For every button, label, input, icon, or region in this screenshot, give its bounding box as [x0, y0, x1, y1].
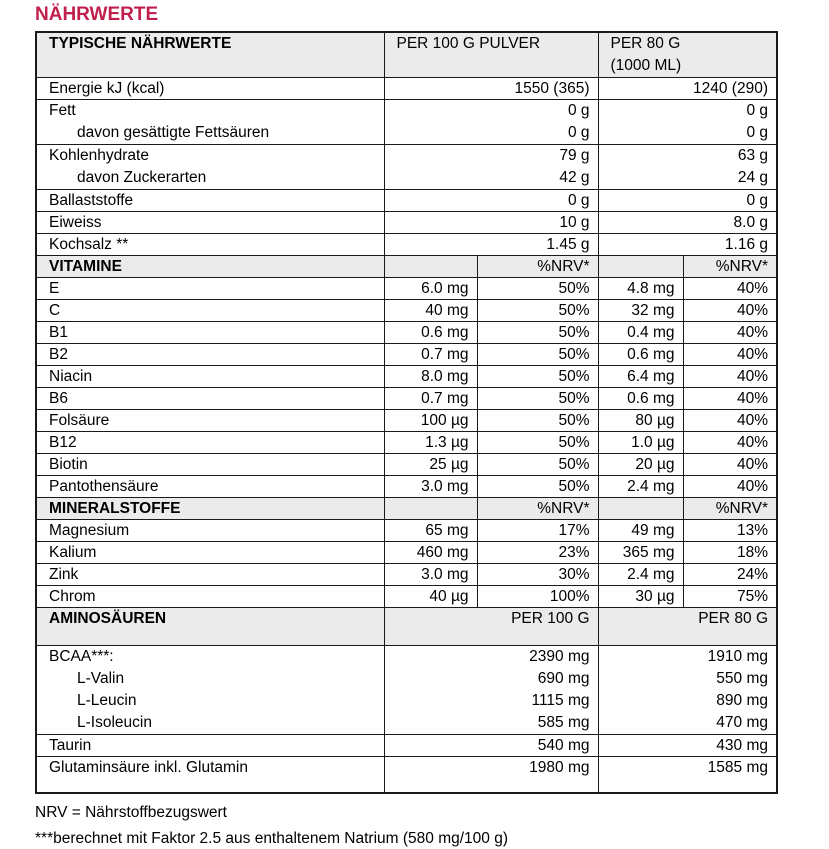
nrv-per-100g: 50% — [477, 300, 598, 322]
header-per-80g — [598, 32, 777, 78]
row-folsaeure — [36, 410, 777, 432]
footnote-nrv: NRV = Nährstoffbezugswert — [35, 803, 227, 821]
nrv-per-80g: 40% — [683, 344, 777, 366]
value-per-100g-group — [384, 100, 598, 145]
row-vitamin-b12 — [36, 432, 777, 454]
header-per-80g-line2: (1000 ML) — [610, 57, 682, 74]
nutrient-label: Niacin — [36, 366, 384, 388]
amount-per-80g: 32 mg — [598, 300, 683, 322]
nutrient-sublabel: L-Leucin — [77, 692, 137, 709]
nutrient-label: Kalium — [36, 542, 384, 564]
nrv-per-100g: 50% — [477, 278, 598, 300]
nrv-header-80g: %NRV* — [683, 498, 777, 520]
nrv-per-80g: 40% — [683, 454, 777, 476]
row-glutaminsaeure — [36, 757, 777, 793]
value-per-100g: 10 g — [384, 212, 598, 234]
nutrient-sublabel: L-Isoleucin — [77, 714, 152, 731]
amount-per-100g: 3.0 mg — [384, 564, 477, 586]
nutrient-label: Folsäure — [36, 410, 384, 432]
row-magnesium — [36, 520, 777, 542]
row-fett — [36, 100, 777, 145]
value-per-100g: 540 mg — [384, 735, 598, 757]
nrv-per-80g: 75% — [683, 586, 777, 608]
nrv-per-80g: 13% — [683, 520, 777, 542]
row-kalium — [36, 542, 777, 564]
section-header-vitamine — [36, 256, 777, 278]
nrv-per-100g: 17% — [477, 520, 598, 542]
nutrient-label: Magnesium — [36, 520, 384, 542]
section-header-aminosaeuren — [36, 608, 777, 646]
amount-per-80g: 0.4 mg — [598, 322, 683, 344]
empty-cell — [384, 256, 477, 278]
value-per-100g-group — [384, 646, 598, 735]
row-kochsalz — [36, 234, 777, 256]
nutrient-label-group — [36, 145, 384, 190]
row-vitamin-b1 — [36, 322, 777, 344]
nrv-per-80g: 40% — [683, 410, 777, 432]
section-title: AMINOSÄUREN — [36, 608, 384, 646]
header-per-80g-line1: PER 80 G — [610, 35, 681, 52]
nrv-per-100g: 50% — [477, 388, 598, 410]
amount-per-80g: 2.4 mg — [598, 564, 683, 586]
nutrition-table — [35, 31, 778, 794]
nutrient-label: Zink — [36, 564, 384, 586]
nrv-per-80g: 40% — [683, 476, 777, 498]
nrv-header-100g: %NRV* — [477, 498, 598, 520]
amount-per-100g: 0.6 mg — [384, 322, 477, 344]
row-kohlenhydrate — [36, 145, 777, 190]
nutrient-label: C — [36, 300, 384, 322]
table-header-row — [36, 32, 777, 78]
nrv-per-100g: 50% — [477, 366, 598, 388]
value-per-80g: 1.16 g — [598, 234, 777, 256]
header-per-100g: PER 100 G PULVER — [384, 32, 598, 78]
value-per-80g: 63 g — [737, 147, 768, 164]
value-per-100g: 1.45 g — [384, 234, 598, 256]
value-per-80g: 430 mg — [598, 735, 777, 757]
nutrient-label: Eiweiss — [36, 212, 384, 234]
amount-per-100g: 8.0 mg — [384, 366, 477, 388]
row-vitamin-c — [36, 300, 777, 322]
nrv-per-100g: 50% — [477, 476, 598, 498]
nutrient-label: Kohlenhydrate — [49, 147, 149, 164]
header-typische-naehrwerte: TYPISCHE NÄHRWERTE — [36, 32, 384, 78]
nutrient-label: Biotin — [36, 454, 384, 476]
amount-per-80g: 4.8 mg — [598, 278, 683, 300]
amount-per-80g: 0.6 mg — [598, 344, 683, 366]
value-per-80g-group — [598, 145, 777, 190]
nutrient-label: Taurin — [36, 735, 384, 757]
amount-per-100g: 0.7 mg — [384, 388, 477, 410]
footnotes — [35, 803, 776, 849]
amount-per-80g: 0.6 mg — [598, 388, 683, 410]
nrv-per-80g: 24% — [683, 564, 777, 586]
value-per-100g: 690 mg — [537, 670, 590, 687]
nutrient-label-group — [36, 646, 384, 735]
nutrient-label: Ballaststoffe — [36, 190, 384, 212]
nrv-per-80g: 40% — [683, 300, 777, 322]
row-vitamin-b2 — [36, 344, 777, 366]
row-taurin — [36, 735, 777, 757]
amount-per-80g: 2.4 mg — [598, 476, 683, 498]
nrv-per-80g: 18% — [683, 542, 777, 564]
amount-per-100g: 40 µg — [384, 586, 477, 608]
amount-per-100g: 6.0 mg — [384, 278, 477, 300]
row-chrom — [36, 586, 777, 608]
nrv-per-100g: 50% — [477, 454, 598, 476]
nutrient-label: Fett — [49, 102, 76, 119]
nutrient-label: Glutaminsäure inkl. Glutamin — [36, 757, 384, 793]
value-per-100g: 42 g — [559, 169, 590, 186]
row-biotin — [36, 454, 777, 476]
value-per-80g: 0 g — [746, 102, 768, 119]
value-per-80g: 0 g — [746, 124, 768, 141]
value-per-80g: 0 g — [598, 190, 777, 212]
row-vitamin-b6 — [36, 388, 777, 410]
nrv-per-100g: 100% — [477, 586, 598, 608]
value-per-100g: 0 g — [384, 190, 598, 212]
nutrient-label: Pantothensäure — [36, 476, 384, 498]
empty-cell — [384, 498, 477, 520]
section-header-mineralstoffe — [36, 498, 777, 520]
nutrient-sublabel: L-Valin — [77, 670, 125, 687]
amount-per-100g: 3.0 mg — [384, 476, 477, 498]
value-per-80g: 1585 mg — [598, 757, 777, 793]
amount-per-100g: 65 mg — [384, 520, 477, 542]
section-title: VITAMINE — [36, 256, 384, 278]
value-per-100g-group — [384, 145, 598, 190]
value-per-100g: 79 g — [559, 147, 590, 164]
nutrient-label: Chrom — [36, 586, 384, 608]
row-zink — [36, 564, 777, 586]
row-niacin — [36, 366, 777, 388]
row-vitamin-e — [36, 278, 777, 300]
amount-per-80g: 1.0 µg — [598, 432, 683, 454]
nutrient-sublabel: davon Zuckerarten — [77, 169, 207, 186]
amount-per-80g: 30 µg — [598, 586, 683, 608]
footnote-natrium: ***berechnet mit Faktor 2.5 aus enthaltenem Natrium (580 mg/100 g) — [35, 829, 508, 847]
amount-per-80g: 80 µg — [598, 410, 683, 432]
row-energie — [36, 78, 777, 100]
value-per-80g: 550 mg — [716, 670, 768, 687]
nutrient-label: Kochsalz ** — [36, 234, 384, 256]
value-per-100g: 1980 mg — [384, 757, 598, 793]
value-per-100g: 2390 mg — [529, 648, 590, 665]
value-per-100g: 1550 (365) — [384, 78, 598, 100]
value-per-100g: 0 g — [567, 102, 590, 119]
value-per-100g: 585 mg — [537, 714, 590, 731]
value-per-80g: 470 mg — [716, 714, 768, 731]
amount-per-80g: 6.4 mg — [598, 366, 683, 388]
row-pantothensaeure — [36, 476, 777, 498]
nutrient-sublabel: davon gesättigte Fettsäuren — [77, 124, 270, 141]
nrv-per-100g: 23% — [477, 542, 598, 564]
nutrient-label-group — [36, 100, 384, 145]
row-eiweiss — [36, 212, 777, 234]
amount-per-80g: 49 mg — [598, 520, 683, 542]
nrv-per-100g: 50% — [477, 410, 598, 432]
nrv-header-100g: %NRV* — [477, 256, 598, 278]
amount-per-100g: 40 mg — [384, 300, 477, 322]
nrv-per-100g: 30% — [477, 564, 598, 586]
nrv-per-80g: 40% — [683, 322, 777, 344]
nrv-per-80g: 40% — [683, 388, 777, 410]
nrv-per-80g: 40% — [683, 432, 777, 454]
nutrient-label: BCAA***: — [49, 648, 114, 665]
nutrient-label: B6 — [36, 388, 384, 410]
value-per-100g: 0 g — [567, 124, 590, 141]
value-per-80g: 890 mg — [716, 692, 768, 709]
header-per-100g: PER 100 G — [384, 608, 598, 646]
empty-cell — [598, 498, 683, 520]
value-per-80g: 1910 mg — [707, 648, 768, 665]
nutrient-label: Energie kJ (kcal) — [36, 78, 384, 100]
row-bcaa — [36, 646, 777, 735]
value-per-80g-group — [598, 646, 777, 735]
amount-per-100g: 25 µg — [384, 454, 477, 476]
page-title: NÄHRWERTE — [35, 4, 159, 25]
value-per-80g-group — [598, 100, 777, 145]
amount-per-100g: 100 µg — [384, 410, 477, 432]
value-per-80g: 24 g — [737, 169, 768, 186]
section-title: MINERALSTOFFE — [36, 498, 384, 520]
nutrient-label: E — [36, 278, 384, 300]
nrv-per-80g: 40% — [683, 278, 777, 300]
header-per-80g: PER 80 G — [598, 608, 777, 646]
row-ballaststoffe — [36, 190, 777, 212]
amount-per-80g: 365 mg — [598, 542, 683, 564]
amount-per-100g: 460 mg — [384, 542, 477, 564]
nrv-per-100g: 50% — [477, 322, 598, 344]
nrv-per-80g: 40% — [683, 366, 777, 388]
nrv-per-100g: 50% — [477, 344, 598, 366]
nrv-per-100g: 50% — [477, 432, 598, 454]
empty-cell — [598, 256, 683, 278]
value-per-80g: 1240 (290) — [598, 78, 777, 100]
nutrient-label: B2 — [36, 344, 384, 366]
nutrient-label: B12 — [36, 432, 384, 454]
value-per-80g: 8.0 g — [598, 212, 777, 234]
amount-per-100g: 1.3 µg — [384, 432, 477, 454]
nrv-header-80g: %NRV* — [683, 256, 777, 278]
nutrient-label: B1 — [36, 322, 384, 344]
amount-per-100g: 0.7 mg — [384, 344, 477, 366]
value-per-100g: 1115 mg — [531, 692, 590, 709]
amount-per-80g: 20 µg — [598, 454, 683, 476]
